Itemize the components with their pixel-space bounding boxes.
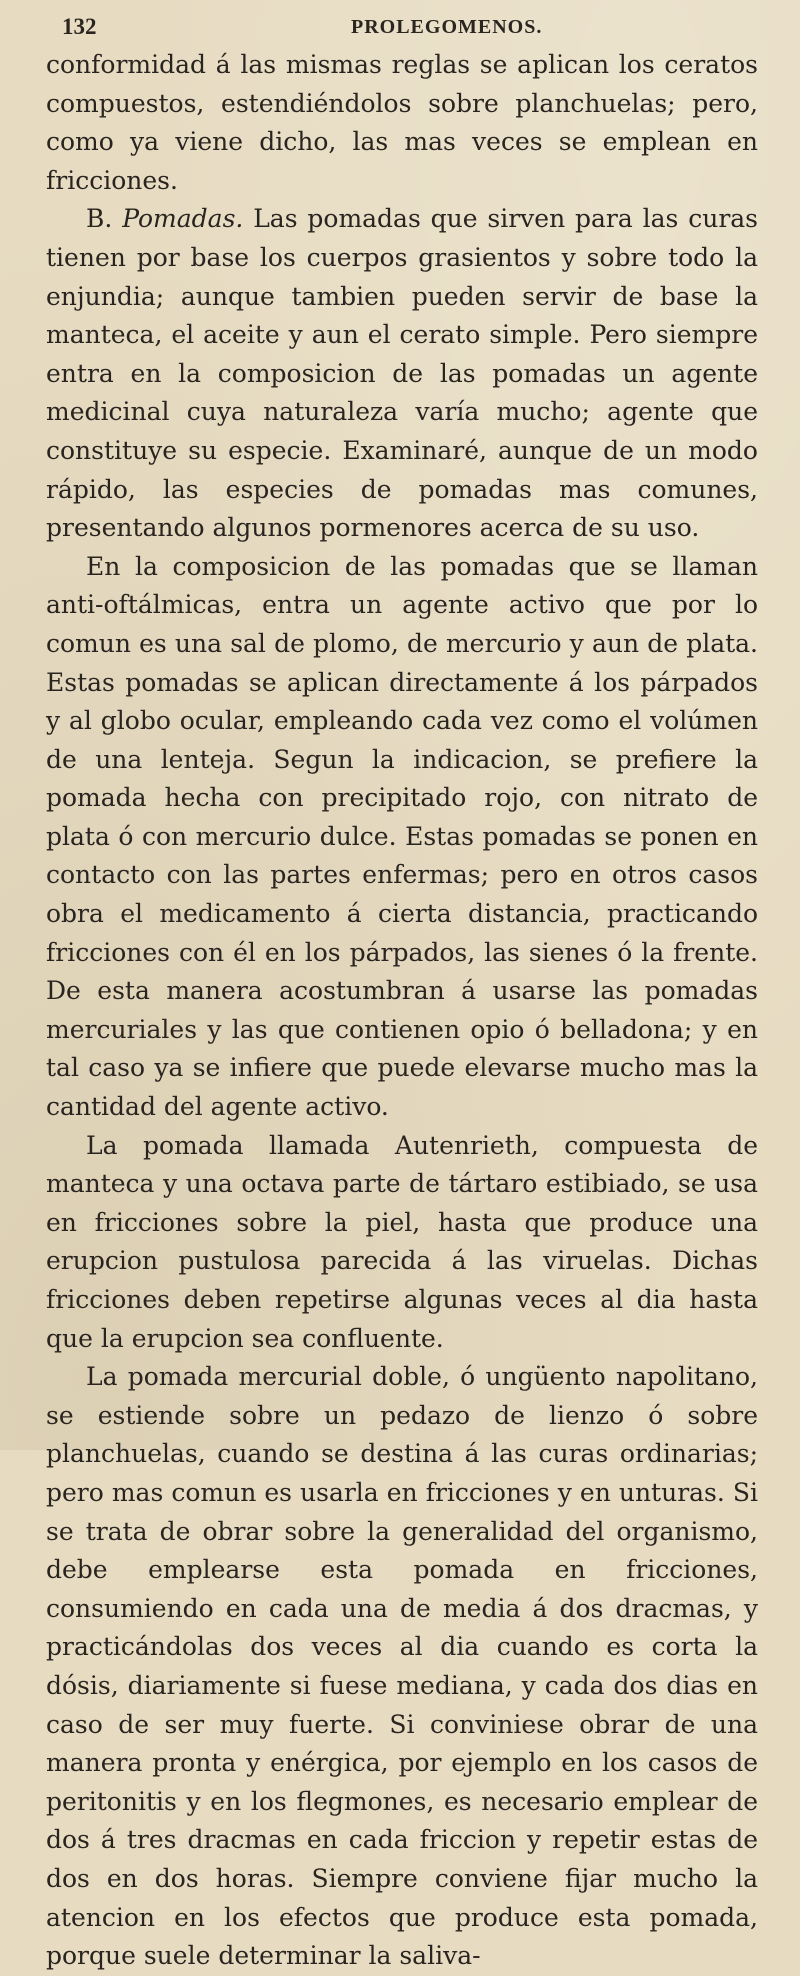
section-title: Pomadas. (122, 204, 244, 234)
paragraph-text: En la composicion de las pomadas que se llaman anti-oftálmicas, entra un agente activo que por lo comun es una sal de plomo, de mercurio y aun de plata. Estas pomadas se aplican directamente á los párpados y al globo ocular, empleando cada vez como el volúmen de una lenteja. Segun la indicacion, se prefiere la pomada hecha con precipitado rojo, con nitrato de plata ó con mercurio dulce. Estas pomadas se ponen en contacto con las partes enfermas; pero en otros casos obra el medicamento á cierta distancia, practicando fricciones con él en los párpados, las sienes ó la frente. De esta manera acostumbran á usarse las pomadas mercuriales y las que contienen opio ó belladona; y en tal caso ya se infiere que puede elevarse mucho mas la cantidad del agente activo. (46, 551, 758, 1122)
paragraph-4 (46, 1127, 758, 1359)
paragraph-text: Las pomadas que sirven para las curas tienen por base los cuerpos grasientos y sobre todo la enjundia; aunque tambien pueden servir de base la manteca, el aceite y aun el cerato simple. Pero siempre entra en la composicion de las pomadas un agente medicinal cuya naturaleza varía mucho; agente que constituye su especie. Examinaré, aunque de un modo rápido, las especies de pomadas mas comunes, presentando algunos pormenores acerca de su uso. (46, 204, 759, 543)
body-text (46, 46, 758, 1976)
paragraph-text: La pomada llamada Autenrieth, compuesta de manteca y una octava parte de tártaro estibiado, se usa en fricciones sobre la piel, hasta que produce una erupcion pustulosa parecida á las viruelas. Dichas fricciones deben repetirse algunas veces al dia hasta que la erupcion sea confluente. (46, 1130, 758, 1353)
running-header (46, 10, 758, 46)
paragraph-text: La pomada mercurial doble, ó ungüento napolitano, se estiende sobre un pedazo de lienzo ó sobre planchuelas, cuando se destina á las curas ordinarias; pero mas comun es usarla en fricciones y en unturas. Si se trata de obrar sobre la generalidad del organismo, debe emplearse esta pomada en fricciones, consumiendo en cada una de media á dos dracmas, y practicándolas dos veces al dia cuando es corta la dósis, diariamente si fuese mediana, y cada dos dias en caso de ser muy fuerte. Si conviniese obrar de una manera pronta y enérgica, por ejemplo en los casos de peritonitis y en los flegmones, es necesario emplear de dos á tres dracmas en cada friccion y repetir estas de dos en dos horas. Siempre conviene fijar mucho la atencion en los efectos que produce esta pomada, porque suele determinar la saliva- (46, 1362, 758, 1971)
running-title: PROLEGOMENOS. (351, 16, 543, 38)
paragraph-1 (46, 46, 758, 200)
paragraph-5 (46, 1358, 758, 1976)
section-letter: B. (86, 204, 113, 234)
page-number: 132 (62, 14, 97, 39)
paragraph-3 (46, 548, 758, 1127)
paragraph-text: conformidad á las mismas reglas se aplican los ceratos compuestos, estendiéndolos sobre planchuelas; pero, como ya viene dicho, las mas veces se emplean en fricciones. (46, 50, 758, 195)
paragraph-2 (46, 200, 758, 547)
